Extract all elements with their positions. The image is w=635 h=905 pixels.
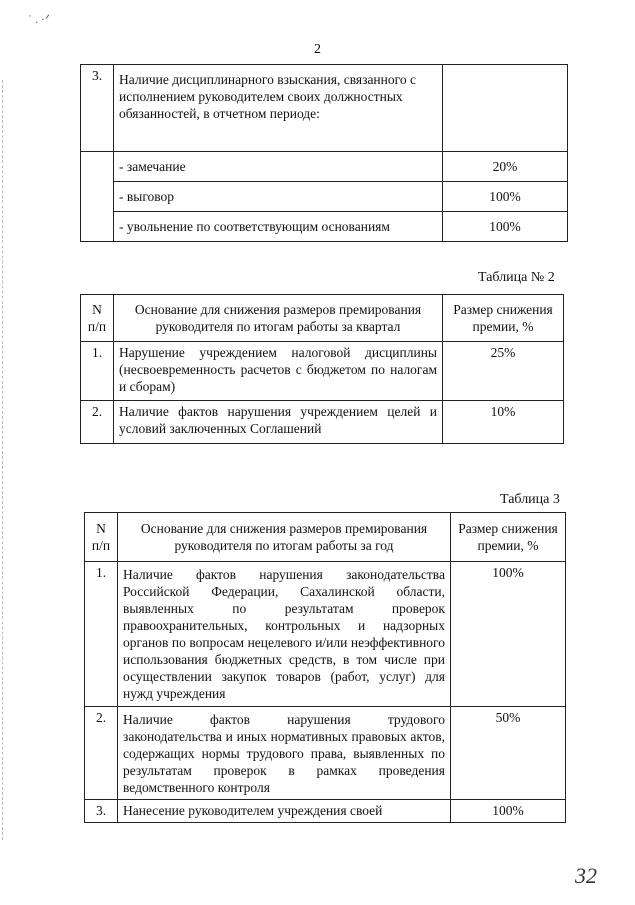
margin-line [2, 80, 4, 840]
table-header-row [85, 513, 566, 562]
row-number: 1. [85, 562, 118, 707]
scan-mark: ˙ . ·ᐟ [28, 12, 51, 26]
table-row [85, 562, 566, 707]
table-row [81, 342, 564, 401]
header-basis: Основание для снижения размеров премирования руководителя по итогам работы за год [118, 513, 451, 562]
header-size: Размер снижения премии, % [451, 513, 566, 562]
handwritten-page-number: 32 [575, 863, 597, 888]
row-number [81, 182, 114, 212]
row-value [443, 65, 568, 152]
page-number: 2 [314, 42, 321, 57]
table-row [85, 707, 566, 800]
row-value: 100% [443, 212, 568, 242]
table-row [85, 800, 566, 823]
row-number: 2. [81, 401, 114, 444]
row-number: 3. [81, 65, 114, 152]
row-value: 20% [443, 152, 568, 182]
table-row [81, 401, 564, 444]
row-text: Наличие фактов нарушения законодательства Российской Федерации, Сахалинской области, выявленных по результатам проверок правоохранительных, контрольных и надзорных органов по вопросам нецелевого и/или неэффективного использования бюджетных средств, в том числе при осуществлении закупок товаров (работ, услуг) для нужд учреждения [118, 562, 451, 707]
row-number: 3. [85, 800, 118, 823]
row-value: 10% [443, 401, 564, 444]
row-value: 100% [451, 800, 566, 823]
row-text: Наличие фактов нарушения трудового законодательства и иных нормативных правовых актов, содержащих нормы трудового права, выявленных по результатам проверок в рамках проведения ведомственного контроля [118, 707, 451, 800]
row-number: 1. [81, 342, 114, 401]
row-value: 100% [451, 562, 566, 707]
table-row [81, 152, 568, 182]
header-number: N п/п [85, 513, 118, 562]
header-number: N п/п [81, 295, 114, 342]
table-3 [84, 512, 566, 823]
row-text: Наличие фактов нарушения учреждением целей и условий заключенных Соглашений [114, 401, 443, 444]
table-row [81, 212, 568, 242]
row-text: - увольнение по соответствующим основаниям [114, 212, 443, 242]
table-row [81, 182, 568, 212]
header-basis: Основание для снижения размеров премирования руководителя по итогам работы за квартал [114, 295, 443, 342]
table-2-caption: Таблица № 2 [478, 270, 555, 285]
table-3-caption: Таблица 3 [500, 492, 560, 507]
row-text: Нарушение учреждением налоговой дисциплины (несвоевременность расчетов с бюджетом по налогам и сборам) [114, 342, 443, 401]
row-text: - замечание [114, 152, 443, 182]
table-2 [80, 294, 564, 444]
row-text: Наличие дисциплинарного взыскания, связанного с исполнением руководителем своих должностных обязанностей, в отчетном периоде: [114, 65, 443, 152]
row-value: 100% [443, 182, 568, 212]
table-row [81, 65, 568, 152]
table-header-row [81, 295, 564, 342]
row-value: 50% [451, 707, 566, 800]
row-text: - выговор [114, 182, 443, 212]
row-number [81, 212, 114, 242]
row-text: Нанесение руководителем учреждения своей [118, 800, 451, 823]
row-number [81, 152, 114, 182]
row-value: 25% [443, 342, 564, 401]
header-size: Размер снижения премии, % [443, 295, 564, 342]
row-number: 2. [85, 707, 118, 800]
table-1 [80, 64, 568, 242]
